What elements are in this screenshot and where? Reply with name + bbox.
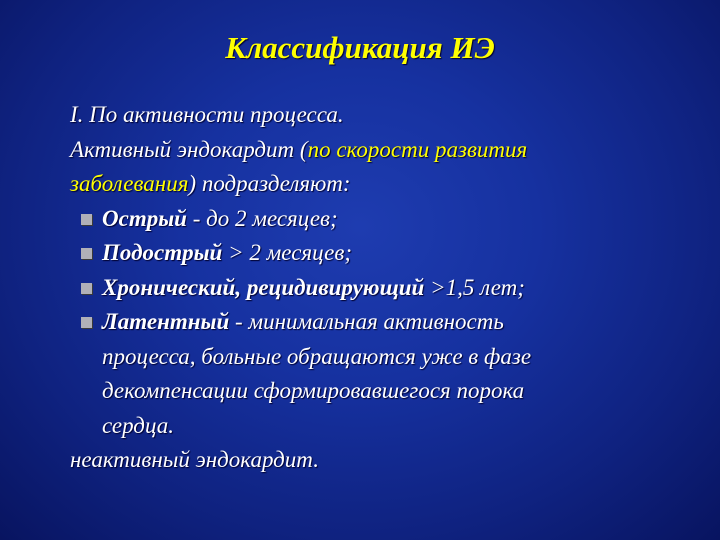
bullet-text: >1,5 лет;: [424, 274, 525, 300]
square-bullet-icon: [81, 248, 92, 259]
square-bullet-icon: [81, 214, 92, 225]
intro-highlight-1: по скорости развития: [307, 136, 528, 162]
bullet-text: - до 2 месяцев;: [186, 205, 338, 231]
slide-title: Классификация ИЭ: [225, 30, 495, 65]
bullet-continuation: декомпенсации сформировавшегося порока: [102, 378, 525, 403]
list-item: [70, 202, 690, 237]
list-item: [70, 305, 690, 443]
intro-highlight-2: заболевания: [70, 171, 189, 196]
list-item: [70, 236, 690, 271]
footer-text: неактивный эндокардит.: [70, 447, 319, 472]
list-item: [70, 271, 690, 306]
bullet-continuation: процесса, больные обращаются уже в фазе: [102, 343, 532, 369]
square-bullet-icon: [81, 283, 92, 294]
slide-content: [70, 98, 690, 478]
bullet-text: - минимальная активность: [229, 309, 504, 334]
intro-line-1: [70, 133, 690, 168]
intro-line-2: [70, 167, 690, 202]
section-heading: I. По активности процесса.: [70, 102, 344, 127]
bullet-term: Острый: [102, 205, 187, 231]
square-bullet-icon: [81, 317, 92, 328]
intro-text-2: ) подразделяют:: [188, 171, 351, 196]
bullet-term: Латентный: [102, 309, 230, 334]
bullet-term: Подострый: [102, 240, 223, 265]
intro-text-1: Активный эндокардит (: [70, 136, 308, 162]
bullet-text: > 2 месяцев;: [222, 240, 353, 265]
bullet-term: Хронический, рецидивирующий: [102, 274, 425, 300]
bullet-continuation: сердца.: [102, 412, 174, 438]
